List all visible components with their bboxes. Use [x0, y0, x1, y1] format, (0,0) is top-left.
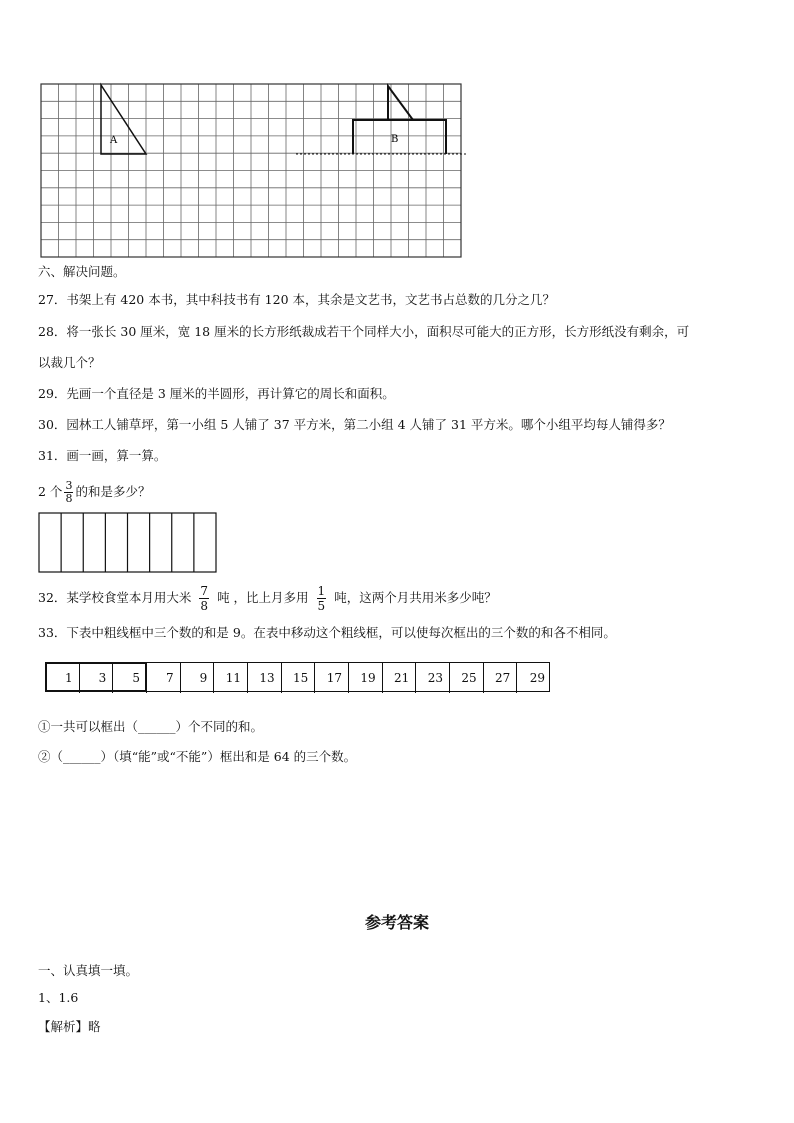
- answer-1-analysis: 【解析】略: [38, 1019, 101, 1034]
- number-cell: 29: [529, 671, 545, 685]
- q27-text: 27．书架上有 420 本书，其中科技书有 120 本，其余是文艺书，文艺书占总数的几分之几？: [38, 292, 556, 307]
- number-cell: 11: [214, 663, 248, 693]
- q31-subquestion: 2 个 $\frac{3}{8}$ 的和是多少？: [38, 479, 151, 505]
- q33-sub1: ①一共可以框出（______）个不同的和。: [38, 719, 264, 734]
- number-cell: 27: [484, 663, 518, 693]
- section6-heading: 六、解决问题。: [38, 264, 126, 279]
- q32-text: 32．某学校食堂本月用大米 $\frac{7}{8}$ 吨 ，比上月多用 $\frac{1}{5}$ 吨，这两个月共用米多少吨？: [38, 584, 497, 613]
- blank-can[interactable]: ______: [63, 749, 101, 764]
- blank-count[interactable]: ______: [138, 719, 176, 734]
- number-cell: 3: [80, 663, 114, 693]
- number-cell: 5: [113, 663, 147, 693]
- number-cell: 15: [282, 663, 316, 693]
- grid-lines: [41, 84, 461, 257]
- answer-title: 参考答案: [364, 913, 429, 932]
- fraction-strip: [38, 512, 218, 574]
- q28-line1: 28．将一张长 30 厘米，宽 18 厘米的长方形纸裁成若干个同样大小，面积尽可能大的正方形，长方形纸没有剩余，可: [38, 324, 690, 339]
- grid-figure: [38, 82, 468, 260]
- q33-text: 33．下表中粗线框中三个数的和是 9。在表中移动这个粗线框，可以使每次框出的三个数的和各不相同。: [38, 625, 616, 640]
- number-cell: 19: [349, 663, 383, 693]
- label-b: B: [391, 134, 399, 145]
- answers-section1: 一、认真填一填。: [38, 963, 139, 978]
- shape-b: [353, 120, 446, 154]
- label-a: A: [110, 135, 118, 146]
- number-cell: 7: [147, 663, 181, 693]
- q33-sub2: ②（______）（填“能”或“不能”）框出和是 64 的三个数。: [38, 749, 357, 764]
- number-table: [45, 662, 550, 692]
- number-cell: 25: [450, 663, 484, 693]
- number-cell: 13: [248, 663, 282, 693]
- q31-text: 31．画一画，算一算。: [38, 448, 167, 463]
- number-cell: 23: [416, 663, 450, 693]
- number-cell: 17: [315, 663, 349, 693]
- number-cell: 21: [383, 663, 417, 693]
- triangle-a: [101, 85, 146, 154]
- q30-text: 30．园林工人铺草坪，第一小组 5 人铺了 37 平方米，第二小组 4 人铺了 31 平方米。哪个小组平均每人铺得多？: [38, 417, 671, 432]
- shape-b-triangle: [388, 86, 413, 120]
- answer-1: 1、1.6: [38, 990, 79, 1005]
- q29-text: 29．先画一个直径是 3 厘米的半圆形，再计算它的周长和面积。: [38, 386, 395, 401]
- q28-line2: 以裁几个？: [38, 355, 101, 370]
- fraction-3-8: $\frac{3}{8}$: [65, 479, 73, 505]
- number-cell: 9: [181, 663, 215, 693]
- number-cell: 1: [46, 663, 80, 693]
- thick-frame[interactable]: [45, 662, 147, 692]
